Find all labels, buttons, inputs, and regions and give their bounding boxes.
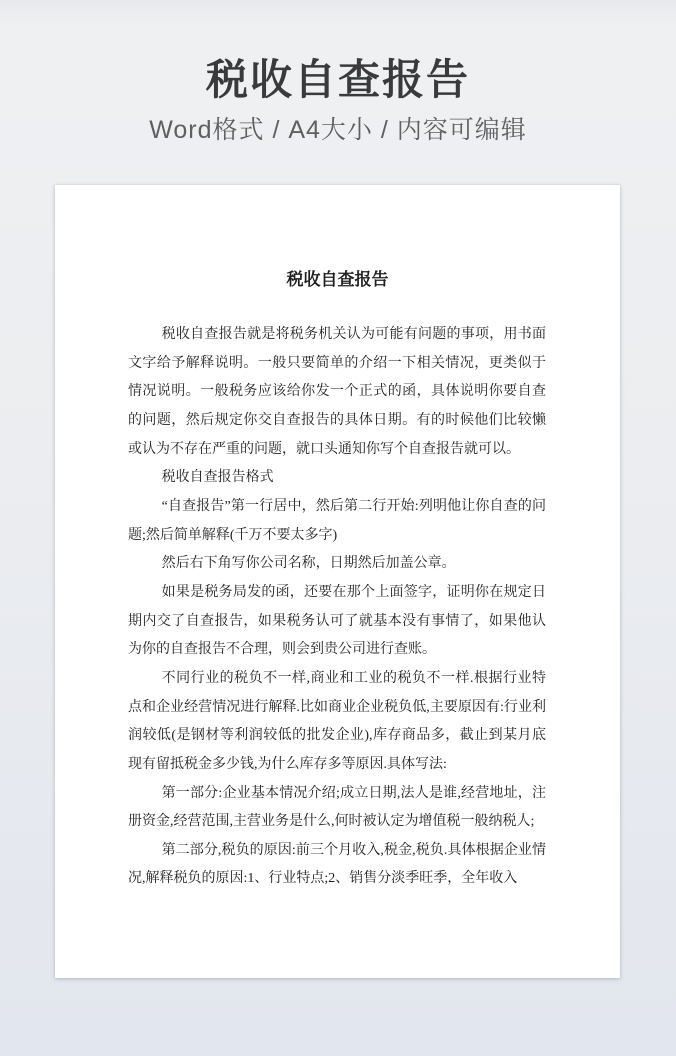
document-page xyxy=(55,185,620,978)
document-paragraph: “自查报告”第一行居中，然后第二行开始:列明他让你自查的问题;然后简单解释(千万不要太多字) xyxy=(128,498,546,543)
template-format-subtitle: Word格式 / A4大小 / 内容可编辑 xyxy=(149,116,527,144)
document-paragraph: 第一部分:企业基本情况介绍;成立日期,法人是谁,经营地址，注册资金,经营范围,主营业务是什么,何时被认定为增值税一般纳税人; xyxy=(128,785,546,830)
document-paragraph: 税收自查报告就是将税务机关认为可能有问题的事项，用书面文字给予解释说明。一般只要简单的介绍一下相关情况，更类似于情况说明。一般税务应该给你发一个正式的函，具体说明你要自查的问题，然后规定你交自查报告的具体日期。有的时候他们比较懒或认为不存在严重的问题，就口头通知你写个自查报告就可以。 xyxy=(128,327,546,457)
document-body xyxy=(55,321,620,894)
document-paragraph: 不同行业的税负不一样,商业和工业的税负不一样.根据行业特点和企业经营情况进行解释.比如商业企业税负低,主要原因有:行业利润较低(是钢材等利润较低的批发企业),库存商品多，截止到某月底现有留抵税金多少钱,为什么库存多等原因.具体写法: xyxy=(128,670,546,772)
document-paragraph: 如果是税务局发的函，还要在那个上面签字，证明你在规定日期内交了自查报告，如果税务认可了就基本没有事情了，如果他认为你的自查报告不合理，则会到贵公司进行查账。 xyxy=(128,584,546,658)
template-title: 税收自查报告 xyxy=(205,56,470,103)
document-title: 税收自查报告 xyxy=(286,270,389,289)
document-paragraph: 税收自查报告格式 xyxy=(161,470,274,486)
preview-header xyxy=(0,0,676,146)
document-paragraph: 然后右下角写你公司名称，日期然后加盖公章。 xyxy=(161,556,456,572)
document-paragraph: 第二部分,税负的原因:前三个月收入,税金,税负.具体根据企业情况,解释税负的原因:1、行业特点;2、销售分淡季旺季，全年收入 xyxy=(128,842,546,887)
